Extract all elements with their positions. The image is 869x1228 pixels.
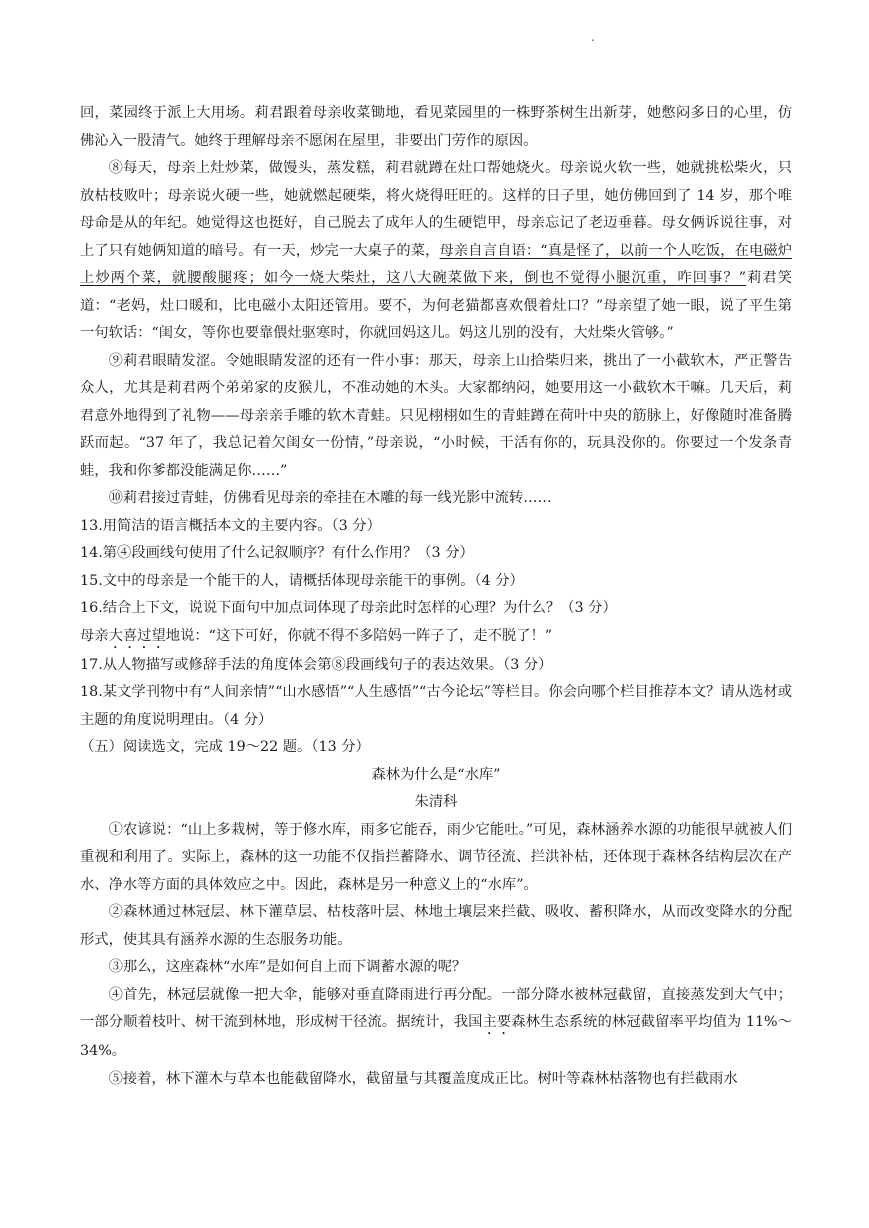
page-top-mark: .: [591, 30, 595, 44]
paragraph-8-text-a: ⑧每天，母亲上灶炒菜，做馒头，蒸发糕，莉君就蹲在灶口帮她烧火。母亲说火软一些，她就挑松柴火，只放枯枝败叶；母亲说火硬一些，她就燃起硬柴，将火烧得旺旺的。这样的日子里，她仿佛回到了 14 岁，那个唯母命是从的年纪。她觉得这也挺好，自己脱去了成年人的生硬铠甲，母亲忘记了老迈垂暮。母女俩诉说往事，对上了只有她俩知道的暗号。有一天，炒完一大桌子的菜，: [80, 160, 792, 259]
article-paragraph-3: ③那么，这座森林“水库”是如何自上而下调蓄水源的呢？: [108, 959, 467, 975]
article-paragraph-4: [80, 982, 792, 1066]
paragraph-continued: 回，菜园终于派上大用场。莉君跟着母亲收菜锄地，看见菜园里的一株野茶树生出新芽，她憋闷多日的心里，仿佛沁入一股清气。她终于理解母亲不愿闲在屋里，非要出门劳作的原因。: [80, 105, 792, 149]
paragraph-8: [80, 155, 792, 348]
question-14: 14.第④段画线句使用了什么记叙顺序？有什么作用？（3 分）: [80, 545, 474, 561]
quote-text-a: 母亲: [80, 627, 109, 644]
paragraph-10: ⑩莉君接过青蛙，仿佛看见母亲的牵挂在木雕的每一线光影中流转……: [108, 490, 552, 506]
article-paragraph-2: ②森林通过林冠层、林下灌草层、枯枝落叶层、林地土壤层来拦截、吸收、蓄积降水，从而改变降水的分配形式，使其具有涵养水源的生态服务功能。: [80, 904, 792, 948]
question-16: 16.结合上下文，说说下面句中加点词体现了母亲此时怎样的心理？为什么？（3 分）: [80, 600, 617, 616]
dotted-word: 大喜过望: [108, 627, 166, 644]
article-author: 朱清科: [414, 794, 458, 810]
document-body: [80, 100, 792, 1093]
paragraph-8-text-b: 莉君笑道：“老妈，灶口暖和，比电磁小太阳还管用。要不，为何老猫都喜欢偎着灶口？”母亲望了她一眼，说了平生第一句软话：“闺女，等你也要靠偎灶驱寒时，你就回妈这儿。妈这儿别的没有，大灶柴火管够。”: [80, 270, 793, 341]
question-15: 15.文中的母亲是一个能干的人，请概括体现母亲能干的事例。（4 分）: [80, 572, 524, 589]
article-paragraph-1: ①农谚说：“山上多栽树，等于修水库，雨多它能吞，雨少它能吐。”可见，森林涵养水源的功能很早就被人们重视和利用了。实际上，森林的这一功能不仅指拦蓄降水、调节径流、拦洪补枯，还体现于森林各结构层次在产水、净水等方面的具体效应之中。因此，森林是另一种意义上的“水库”。: [80, 821, 792, 893]
section-5-heading: （五）阅读选文，完成 19～22 题。（13 分）: [80, 739, 370, 755]
question-16-quote: [80, 623, 792, 652]
paragraph-9: ⑨莉君眼睛发涩。令她眼睛发涩的还有一件小事：那天，母亲上山拾柴归来，挑出了一小截软木，严正警告众人，尤其是莉君两个弟弟家的皮猴儿，不准动她的木头。大家都纳闷，她要用这一小截软木干嘛。几天后，莉君意外地得到了礼物——母亲亲手雕的软木青蛙。只见栩栩如生的青蛙蹲在荷叶中央的筋脉上，好像随时准备腾跃而起。“37 年了，我总记着欠闺女一份情，”母亲说，“小时候，干活有你的，玩具没你的。你要过一个发条青蛙，我和你爹都没能满足你……”: [80, 352, 792, 479]
paragraph-4-text-a: ④首先，林冠层就像一把大伞，能够对垂直降雨进行再分配。一部分降水被林冠截留，直接蒸发到大气中；一部分顺着枝叶、树干流到林地，形成树干径流。据统计，我国: [80, 986, 792, 1030]
article-title: 森林为什么是“水库”: [371, 766, 501, 783]
quote-text-b: 地说：“这下可好，你就不得不多陪妈一阵子了，走不脱了！”: [165, 627, 553, 644]
question-18: 18.某文学刊物中有“人间亲情”“山水感悟”“人生感悟”“古今论坛”等栏目。你会向哪个栏目推荐本文？请从选材或主题的角度说明理由。（4 分）: [80, 684, 792, 728]
paragraph-4-text-b: 森林生态系统的林冠截留率平均值为 11%～34%。: [80, 1014, 792, 1059]
question-17: 17.从人物描写或修辞手法的角度体会第⑧段画线句子的表达效果。（3 分）: [80, 656, 553, 673]
question-13: 13.用简洁的语言概括本文的主要内容。（3 分）: [80, 517, 381, 534]
dotted-word-main: 主要: [482, 1014, 512, 1030]
underlined-sentence: 母亲自言自语：“真是怪了，以前一个人吃饭，在电磁炉上炒两个菜，就腰酸腿疼；如今一烧大柴灶，这八大碗菜做下来，倒也不觉得小腿沉重，咋回事？”: [80, 242, 793, 286]
article-paragraph-5: ⑤接着，林下灌木与草本也能截留降水，截留量与其覆盖度成正比。树叶等森林枯落物也有拦截雨水: [108, 1070, 738, 1087]
